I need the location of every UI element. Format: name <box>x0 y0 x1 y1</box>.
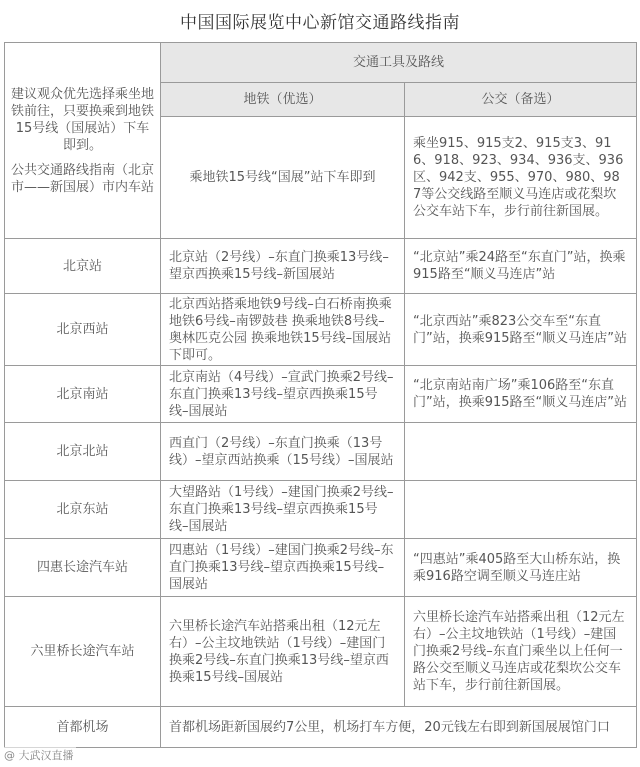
watermark: @ 大武汉直播 <box>4 749 74 762</box>
station-name: 北京西站 <box>5 294 161 366</box>
bus-route: “北京南站南广场”乘106路至“东直门”站，换乘915路至“顺义马连店”站 <box>405 366 637 423</box>
subway-route: 西直门（2号线）–东直门换乘（13号线）–望京西站换乘（15号线）–国展站 <box>161 423 405 481</box>
bus-route: “北京西站”乘823公交车至“东直门”站，换乘915路至“顺义马连店”站 <box>405 294 637 366</box>
table-row <box>5 539 637 597</box>
subway-route: 四惠站（1号线）–建国门换乘2号线–东直门换乘13号线–望京西换乘15号线–国展站 <box>161 539 405 597</box>
intro-guide-label: 公共交通路线指南（北京市——新国展）市内车站 <box>11 162 155 195</box>
station-name: 六里桥长途汽车站 <box>5 597 161 707</box>
transport-guide-table <box>4 42 637 748</box>
station-name: 北京站 <box>5 239 161 294</box>
bus-route <box>405 423 637 481</box>
station-name: 北京南站 <box>5 366 161 423</box>
first-row-subway: 乘地铁15号线“国展”站下车即到 <box>161 117 405 239</box>
station-name: 北京东站 <box>5 481 161 539</box>
table-row <box>5 239 637 294</box>
intro-recommendation: 建议观众优先选择乘坐地铁前往，只要换乘到地铁15号线（国展站）下车即到。 <box>11 86 155 153</box>
bus-route <box>405 481 637 539</box>
station-name: 首都机场 <box>5 707 161 748</box>
transport-header: 交通工具及路线 <box>161 43 637 83</box>
subway-route: 大望路站（1号线）–建国门换乘2号线–东直门换乘13号线–望京西换乘15号线–国展站 <box>161 481 405 539</box>
airport-route: 首都机场距新国展约7公里，机场打车方便，20元钱左右即到新国展展馆门口 <box>161 707 637 748</box>
subway-route: 北京西站搭乘地铁9号线–白石桥南换乘地铁6号线–南锣鼓巷 换乘地铁8号线–奥林匹克公园 换乘地铁15号线–国展站下即可。 <box>161 294 405 366</box>
table-row <box>5 707 637 748</box>
bus-route: “北京站”乘24路至“东直门”站，换乘915路至“顺义马连店”站 <box>405 239 637 294</box>
subway-route: 六里桥长途汽车站搭乘出租（12元左右）–公主坟地铁站（1号线）–建国门换乘2号线–东直门换乘13号线–望京西换乘15号线–国展站 <box>161 597 405 707</box>
bus-route: 六里桥长途汽车站搭乘出租（12元左右）–公主坟地铁站（1号线）–建国门换乘2号线–东直门乘坐以上任何一路公交至顺义马连店或花梨坎公交车站下车，步行前往新国展。 <box>405 597 637 707</box>
bus-route: “四惠站”乘405路至大山桥东站，换乘916路空调至顺义马连庄站 <box>405 539 637 597</box>
table-row <box>5 481 637 539</box>
subway-route: 北京南站（4号线）–宣武门换乘2号线–东直门换乘13号线–望京西换乘15号线–国展站 <box>161 366 405 423</box>
table-row <box>5 366 637 423</box>
intro-cell <box>5 43 161 239</box>
subway-route: 北京站（2号线）–东直门换乘13号线–望京西换乘15号线–新国展站 <box>161 239 405 294</box>
station-name: 四惠长途汽车站 <box>5 539 161 597</box>
table-row <box>5 423 637 481</box>
table-row <box>5 597 637 707</box>
subway-header: 地铁（优选） <box>161 83 405 117</box>
table-row <box>5 294 637 366</box>
page-title: 中国国际展览中心新馆交通路线指南 <box>180 13 460 33</box>
bus-header: 公交（备选） <box>405 83 637 117</box>
station-name: 北京北站 <box>5 423 161 481</box>
first-row-bus: 乘坐915、915支2、915支3、916、918、923、934、936支、936区、942支、955、970、980、987等公交线路至顺义马连店或花梨坎公交车站下车，步行前往新国展。 <box>405 117 637 239</box>
